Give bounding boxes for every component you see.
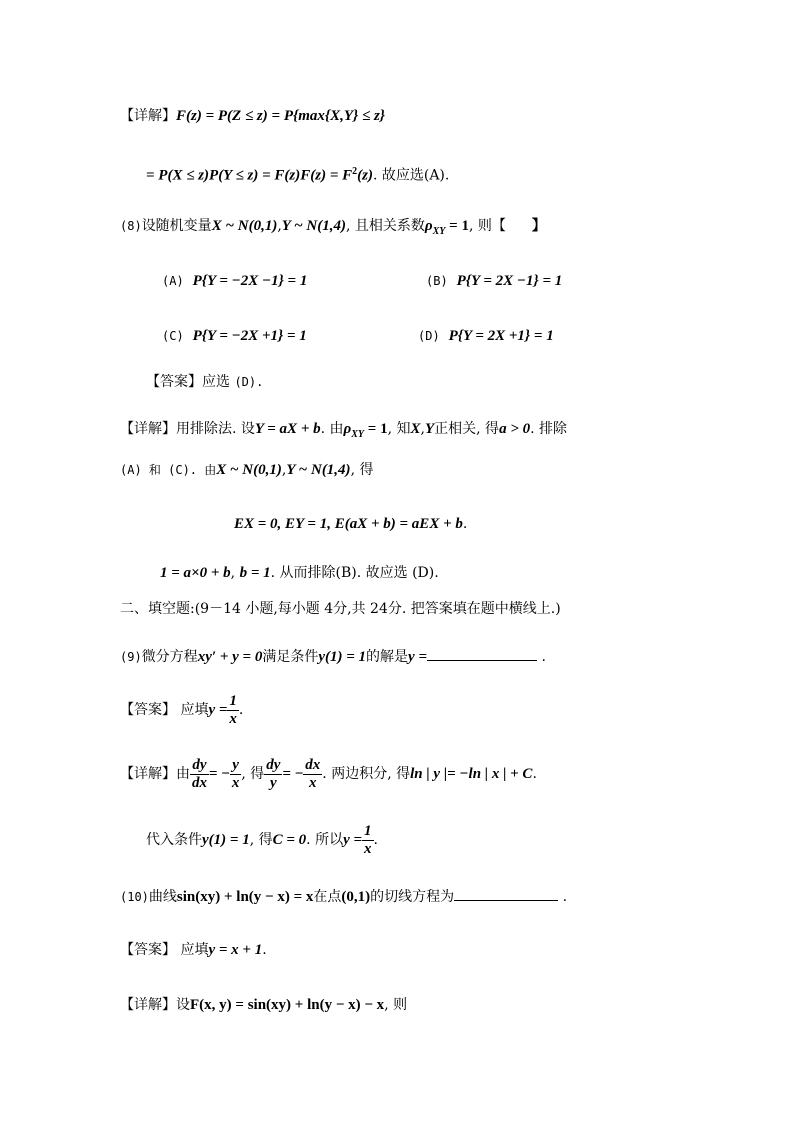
answer-blank[interactable] xyxy=(427,646,537,661)
punct: , xyxy=(277,218,282,234)
section-2-heading xyxy=(120,599,561,619)
question-text: , 且相关系数 xyxy=(346,218,425,234)
question-9 xyxy=(120,646,546,667)
question-8 xyxy=(120,216,546,242)
exponent: 2 xyxy=(352,166,358,177)
option-expr: P{Y = −2X +1} = 1 xyxy=(192,328,307,344)
answer-8 xyxy=(146,372,263,392)
detail-text: 设 xyxy=(176,997,190,1013)
detail-9-line-1 xyxy=(120,756,537,792)
math-expr: y(1) = 1 xyxy=(202,832,250,848)
detail-text: , xyxy=(281,462,287,478)
option-a xyxy=(162,271,307,291)
question-text: 的解是 xyxy=(366,649,409,665)
frac-denominator: x xyxy=(231,774,240,791)
question-text: 的切线方程为 xyxy=(370,889,455,905)
fraction xyxy=(362,823,374,858)
detail-text: , 得 xyxy=(249,832,273,848)
bracket-close: 】 xyxy=(531,218,546,234)
frac-denominator: y xyxy=(264,774,282,792)
cdf-expression: F(z) = P(Z ≤ z) = P{max{X,Y} ≤ z} xyxy=(176,108,386,124)
detail-text: 代入条件 xyxy=(146,832,202,848)
question-number: (9) xyxy=(120,650,142,664)
rho-symbol: ρ xyxy=(343,421,352,437)
punct: . xyxy=(541,649,546,665)
fraction xyxy=(264,757,282,792)
math-expr: X ~ N(0,1) xyxy=(216,462,282,478)
option-expr: P{Y = −2X −1} = 1 xyxy=(192,273,308,289)
math-expr: y(1) = 1 xyxy=(318,649,367,665)
math-expr: = − xyxy=(282,766,304,782)
frac-denominator: dx xyxy=(192,774,207,791)
frac-denominator: x xyxy=(229,710,237,727)
detail-label: 【详解】 xyxy=(120,997,176,1013)
math-expr: b = 1 xyxy=(239,565,271,581)
math-expr: 1 = a×0 + b xyxy=(160,565,231,581)
rho-subscript: XY xyxy=(432,225,446,237)
question-text: 在点 xyxy=(313,889,342,905)
frac-numerator: 1 xyxy=(364,822,372,839)
math-expr: y = xyxy=(208,702,228,718)
answer-text: 应填 xyxy=(180,942,209,958)
math-expr: C = 0 xyxy=(272,832,307,848)
detail-text: . 两边积分, 得 xyxy=(322,766,411,782)
question-text: 满足条件 xyxy=(262,649,319,665)
detail-line-1 xyxy=(120,106,385,126)
question-text: 曲线 xyxy=(148,889,177,905)
punct: . xyxy=(562,889,568,905)
fraction xyxy=(230,757,242,792)
answer-9 xyxy=(120,692,243,728)
question-10 xyxy=(120,886,567,907)
fraction xyxy=(303,757,322,792)
option-label: (A) xyxy=(162,274,184,288)
math-expr: a > 0 xyxy=(499,421,531,437)
math-expr: X xyxy=(410,421,421,437)
math-expr: Y xyxy=(424,421,435,437)
math-expr: = − xyxy=(209,766,230,782)
detail-text: , xyxy=(230,565,236,581)
answer-text: 【答案】应选 xyxy=(146,374,230,390)
detail-8-line-4 xyxy=(160,563,439,583)
answer-label: 【答案】 xyxy=(120,942,176,958)
question-number: (10) xyxy=(120,890,149,904)
frac-denominator: x xyxy=(364,840,372,857)
detail-text: , 得 xyxy=(241,766,265,782)
math-expr: = 1 xyxy=(445,218,469,234)
rho-symbol: ρ xyxy=(424,218,433,234)
question-number: (8) xyxy=(120,219,142,233)
question-text: 设随机变量 xyxy=(141,218,212,234)
math-expr: xy′ + y = 0 xyxy=(197,649,263,665)
detail-8-line-3 xyxy=(234,514,467,534)
punct: . xyxy=(532,766,537,782)
option-c xyxy=(162,326,307,346)
math-expr: = 1 xyxy=(364,421,388,437)
math-expr: X ~ N(0,1) xyxy=(211,218,278,234)
detail-text: 正相关, 得 xyxy=(434,421,500,437)
cdf-expression-tail: (z) xyxy=(357,167,373,184)
detail-10 xyxy=(120,995,407,1015)
rho-subscript: XY xyxy=(351,428,365,440)
frac-denominator: x xyxy=(303,774,322,792)
option-b xyxy=(426,271,562,291)
detail-text: 由 xyxy=(176,766,190,782)
frac-numerator: y xyxy=(232,756,239,773)
detail-text: , xyxy=(420,421,425,437)
conclusion-text: . 故应选(A). xyxy=(372,167,450,184)
math-expr: Y ~ N(1,4) xyxy=(281,218,346,234)
option-label: (D) xyxy=(418,329,440,343)
frac-numerator: dy xyxy=(192,756,207,773)
question-text: 微分方程 xyxy=(141,649,198,665)
frac-numerator: dy xyxy=(266,756,281,773)
detail-line-2 xyxy=(146,162,449,186)
fraction xyxy=(190,757,209,792)
detail-text: . 排除 xyxy=(530,421,568,437)
detail-text: . 从而排除(B). 故应选 (D). xyxy=(270,565,439,581)
math-expr: F(x, y) = sin(xy) + ln(y − x) − x xyxy=(190,997,385,1013)
section-heading-text: 二、填空题:(9－14 小题,每小题 4分,共 24分. 把答案填在题中横线上.) xyxy=(120,601,561,617)
answer-label: 【答案】 xyxy=(120,702,176,718)
frac-numerator: dx xyxy=(305,756,321,773)
option-d xyxy=(418,326,554,346)
answer-text: 应填 xyxy=(180,702,209,718)
punct: . xyxy=(462,516,468,532)
option-label: (B) xyxy=(426,274,448,288)
punct: . xyxy=(238,702,244,718)
answer-10 xyxy=(120,940,267,960)
detail-8-line-2 xyxy=(120,460,373,480)
detail-text: , 则 xyxy=(384,997,408,1013)
detail-9-line-2 xyxy=(146,822,378,858)
option-expr: P{Y = 2X +1} = 1 xyxy=(448,328,554,344)
detail-text: , 知 xyxy=(387,421,411,437)
detail-text: 用排除法. 设 xyxy=(176,421,255,437)
detail-text: . 所以 xyxy=(306,832,344,848)
question-text: , 则【 xyxy=(468,218,506,234)
frac-numerator: 1 xyxy=(229,692,237,709)
answer-blank[interactable] xyxy=(454,886,558,901)
option-expr: P{Y = 2X −1} = 1 xyxy=(456,273,563,289)
detail-text: , 得 xyxy=(350,462,374,478)
detail-text: (A) 和 (C). 由 xyxy=(120,463,217,477)
punct: . xyxy=(262,942,267,958)
math-expr: Y = aX + b xyxy=(254,421,321,437)
expectation-expr: EX = 0, EY = 1, E(aX + b) = aEX + b xyxy=(234,516,463,532)
math-expr: y = xyxy=(343,832,363,848)
cdf-expression-cont: = P(X ≤ z)P(Y ≤ z) = F(z)F(z) = F xyxy=(146,167,353,184)
detail-label: 【详解】 xyxy=(120,108,176,124)
math-expr: (0,1) xyxy=(341,889,371,905)
fraction xyxy=(227,693,239,728)
detail-label: 【详解】 xyxy=(120,421,176,437)
detail-text: . 由 xyxy=(320,421,344,437)
math-expr: y = xyxy=(408,649,427,665)
answer-choice: (D). xyxy=(234,375,264,389)
math-expr: ln | y |= −ln | x | + C xyxy=(410,766,533,782)
math-expr: y = x + 1 xyxy=(208,942,263,958)
punct: . xyxy=(373,832,378,848)
detail-8-line-1 xyxy=(120,419,567,445)
detail-label: 【详解】 xyxy=(120,766,176,782)
math-expr: sin(xy) + ln(y − x) = x xyxy=(176,889,314,905)
math-expr: Y ~ N(1,4) xyxy=(286,462,351,478)
option-label: (C) xyxy=(162,329,184,343)
